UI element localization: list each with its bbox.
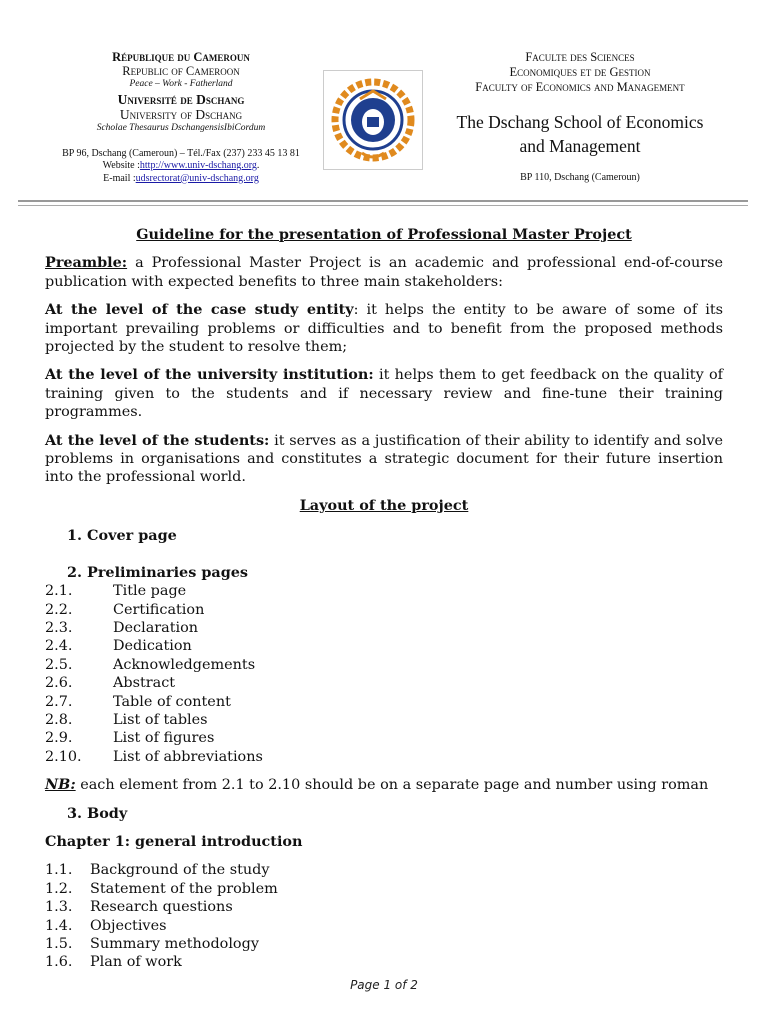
list-item-label: Table of content [113, 693, 231, 710]
list-item-label: Certification [113, 601, 205, 618]
list-item-number: 1.5. [45, 936, 73, 952]
list-item-label: Summary methodology [90, 936, 259, 952]
nb-text: each element from 2.1 to 2.10 should be on a separate page and number using roman [75, 777, 709, 794]
website-line: Website :http://www.univ-dschang.org. [102, 160, 260, 172]
latin-motto: Scholae Thesaurus DschangensisIbiCordum [96, 122, 266, 133]
faculty-fr-1: Faculte des Sciences [525, 50, 635, 64]
list-item-label: Objectives [90, 917, 167, 934]
school-name-line2: and Management [519, 135, 641, 156]
school-address: BP 110, Dschang (Cameroun) [520, 172, 640, 184]
university-label: At the level of the university institution: [45, 366, 374, 384]
list-item-number: 2.1. [45, 583, 73, 600]
list-item-label: Acknowledgements [113, 656, 256, 673]
students-paragraph [45, 432, 723, 487]
list-item-number: 2.3. [45, 619, 73, 636]
school-name-line1: The Dschang School of Economics [456, 112, 704, 132]
list-item [45, 935, 723, 953]
list-item [45, 729, 723, 747]
preamble-text: a Professional Master Project is an academic and professional end-of-course publication with expected benefits to three main stakeholders: [45, 255, 723, 290]
chapter1-list [45, 861, 723, 971]
document-body [45, 226, 723, 972]
students-label: At the level of the students: [45, 431, 270, 449]
list-item [45, 711, 723, 729]
layout-title: Layout of the project [299, 496, 469, 514]
list-item-label: List of figures [113, 730, 215, 747]
list-item [45, 953, 723, 971]
list-item-number: 1.2. [45, 880, 73, 897]
list-item [45, 619, 723, 637]
list-item-label: Title page [113, 583, 187, 600]
list-item [45, 880, 723, 898]
list-item-label: Dedication [113, 638, 192, 655]
university-fr: Université de Dschang [117, 91, 245, 107]
nb-paragraph [45, 776, 723, 794]
list-item [45, 656, 723, 674]
entity-text: : it helps the entity to be aware of some of its important prevailing problems or difficulties and to benefit from the proposed methods projected by the student to resolve them; [45, 302, 723, 356]
school-name [430, 111, 730, 158]
list-item-number: 1.1. [45, 862, 73, 879]
list-item-label: List of tables [113, 711, 208, 728]
list-item-label: Abstract [113, 675, 176, 692]
university-logo [323, 70, 423, 170]
list-item [45, 898, 723, 916]
email-line [36, 173, 326, 186]
students-text: it serves as a justification of their ability to identify and solve problems in organisations and constitutes a strategic document for their future insertion into the professional world. [45, 432, 723, 486]
preliminaries-list [45, 582, 723, 766]
list-item-number: 1.6. [45, 954, 73, 971]
header-left [36, 50, 326, 185]
list-item-number: 2.6. [45, 675, 73, 692]
list-item-number: 1.4. [45, 917, 73, 934]
list-item-label: Research questions [90, 899, 233, 916]
list-item [45, 917, 723, 935]
list-item-label: Plan of work [90, 954, 182, 971]
page-number: Page 1 of 2 [350, 978, 418, 992]
section-preliminaries: 2. Preliminaries pages [67, 563, 249, 581]
list-item [45, 601, 723, 619]
list-item [45, 861, 723, 879]
university-paragraph [45, 366, 723, 421]
republic-fr: République du Cameroun [112, 50, 250, 64]
university-text: it helps them to get feedback on the quality of training given to the students and if necessary review and fine-tune their training programmes. [45, 367, 723, 421]
header-divider [18, 200, 748, 202]
nb-label: NB: [45, 776, 76, 794]
logo-emblem-icon [324, 71, 422, 169]
faculty-fr-2: Economiques et de Gestion [509, 65, 651, 79]
section-cover-page: 1. Cover page [67, 527, 177, 545]
list-item-number: 2.7. [45, 693, 73, 710]
list-item-number: 1.3. [45, 899, 73, 916]
republic-en: Republic of Cameroon [122, 64, 240, 79]
email-label: E-mail : [103, 172, 136, 184]
list-item-number: 2.8. [45, 711, 73, 728]
header-right [430, 50, 730, 184]
list-item-number: 2.9. [45, 730, 73, 747]
list-item-label: Statement of the problem [90, 880, 278, 897]
list-item-number: 2.10. [45, 748, 82, 765]
list-item [45, 637, 723, 655]
section-body: 3. Body [67, 804, 128, 822]
university-en: University of Dschang [119, 107, 243, 123]
preamble-paragraph [45, 254, 723, 291]
list-item-label: Background of the study [90, 862, 270, 879]
address-block [36, 148, 326, 186]
list-item [45, 674, 723, 692]
list-item [45, 693, 723, 711]
preamble-label: Preamble: [45, 254, 128, 272]
entity-label: At the level of the case study entity [45, 301, 354, 319]
list-item-number: 2.5. [45, 656, 73, 673]
list-item-label: Declaration [113, 619, 199, 636]
email-link[interactable]: udsrectorat@univ-dschang.org [135, 172, 259, 184]
website-link[interactable]: http://www.univ-dschang.org [139, 160, 257, 172]
chapter1-heading: Chapter 1: general introduction [45, 832, 303, 850]
list-item [45, 748, 723, 766]
address: BP 96, Dschang (Cameroun) – Tél./Fax (237) 233 45 13 81 [62, 147, 300, 159]
faculty-en: Faculty of Economics and Management [475, 80, 685, 94]
list-item-number: 2.2. [45, 601, 73, 618]
list-item-number: 2.4. [45, 638, 73, 655]
list-item-label: List of abbreviations [113, 748, 263, 765]
list-item [45, 582, 723, 600]
motto: Peace – Work - Fatherland [129, 78, 233, 89]
website-label: Website : [102, 160, 140, 172]
entity-paragraph [45, 301, 723, 356]
header-divider-thin [18, 205, 748, 206]
document-title: Guideline for the presentation of Professional Master Project [136, 226, 632, 243]
